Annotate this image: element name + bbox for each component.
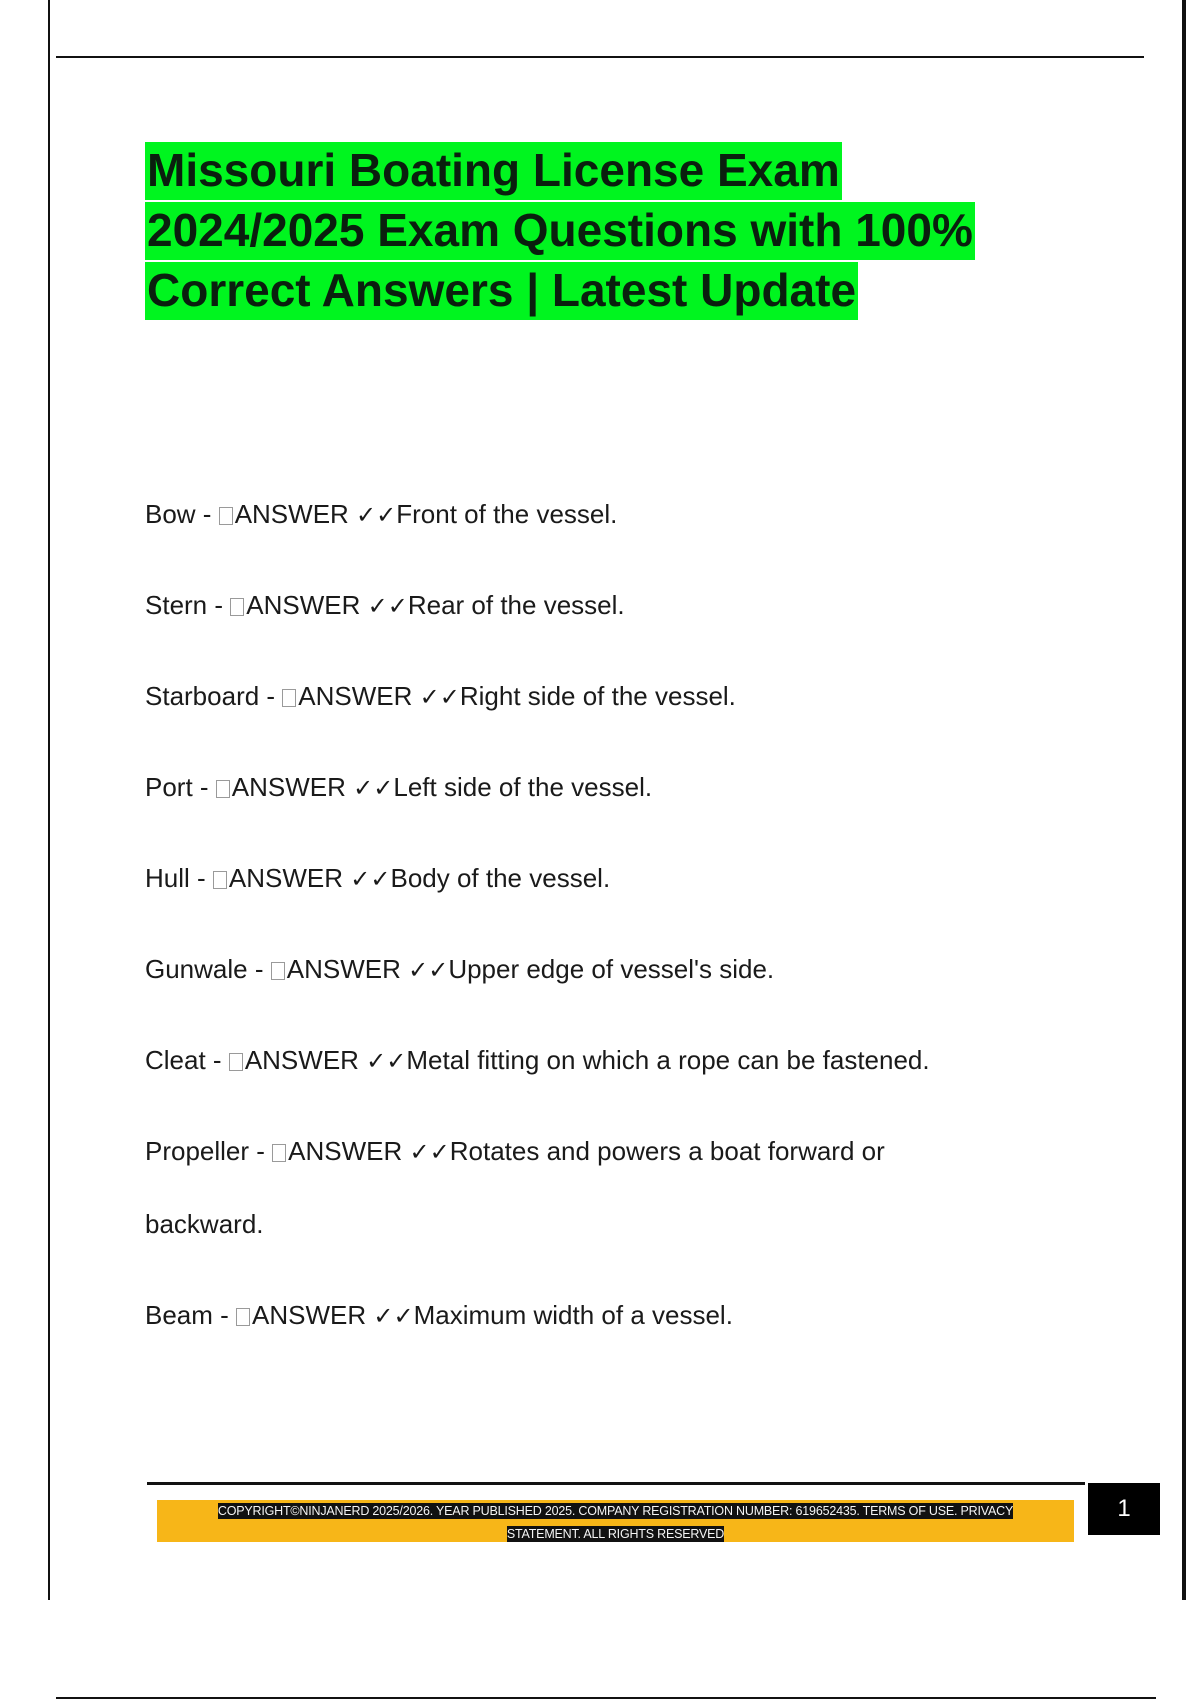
- answer-marker: ANSWER: [252, 1300, 367, 1330]
- qa-term: Beam: [145, 1300, 213, 1330]
- qa-item: [145, 1024, 1045, 1115]
- page-number: 1: [1088, 1483, 1160, 1535]
- footer-rule: [147, 1482, 1085, 1485]
- missing-glyph-icon: [216, 780, 230, 798]
- qa-list: [145, 478, 1045, 1370]
- missing-glyph-icon: [213, 871, 227, 889]
- missing-glyph-icon: [282, 689, 296, 707]
- page-left-border: [48, 0, 50, 1600]
- qa-term: Stern: [145, 590, 208, 620]
- qa-separator: -: [212, 1300, 237, 1330]
- qa-separator: -: [247, 954, 271, 984]
- qa-separator: -: [192, 772, 216, 802]
- copyright-line-2: STATEMENT. ALL RIGHTS RESERVED: [506, 1527, 725, 1541]
- qa-answer: Body of the vessel.: [390, 863, 611, 893]
- checkmark-icon: ✓✓: [409, 1138, 450, 1166]
- qa-item: [145, 933, 1045, 1024]
- answer-marker: ANSWER: [246, 590, 361, 620]
- title-line-3: Correct Answers | Latest Update: [145, 262, 858, 320]
- qa-answer: Rotates and powers a boat forward or backward.: [145, 1136, 885, 1239]
- missing-glyph-icon: [230, 598, 244, 616]
- checkmark-icon: ✓✓: [356, 501, 397, 529]
- qa-separator: -: [205, 1045, 229, 1075]
- answer-marker: ANSWER: [286, 954, 401, 984]
- qa-separator: -: [259, 681, 283, 711]
- answer-marker: ANSWER: [228, 863, 344, 893]
- next-page-rule: [56, 1697, 1156, 1699]
- qa-term: Hull: [145, 863, 190, 893]
- qa-term: Cleat: [145, 1045, 206, 1075]
- qa-term: Propeller: [145, 1136, 250, 1166]
- qa-term: Port: [145, 772, 193, 802]
- qa-answer: Front of the vessel.: [396, 499, 618, 529]
- qa-item: [145, 751, 1045, 842]
- qa-item: [145, 660, 1045, 751]
- title-line-1: Missouri Boating License Exam: [145, 142, 842, 200]
- qa-term: Gunwale: [145, 954, 248, 984]
- header-rule: [56, 56, 1144, 58]
- answer-marker: ANSWER: [234, 499, 349, 529]
- qa-item: [145, 1115, 965, 1279]
- missing-glyph-icon: [272, 1144, 286, 1162]
- qa-item: [145, 478, 1045, 569]
- checkmark-icon: ✓✓: [408, 956, 449, 984]
- page-right-border: [1182, 0, 1186, 1600]
- answer-marker: ANSWER: [288, 1136, 403, 1166]
- missing-glyph-icon: [229, 1053, 243, 1071]
- checkmark-icon: ✓✓: [353, 774, 394, 802]
- missing-glyph-icon: [271, 962, 285, 980]
- qa-term: Bow: [145, 499, 196, 529]
- qa-item: [145, 842, 1045, 933]
- document-title: [145, 140, 1045, 320]
- copyright-notice: [170, 1500, 1061, 1546]
- qa-separator: -: [195, 499, 219, 529]
- checkmark-icon: ✓✓: [373, 1302, 414, 1330]
- checkmark-icon: ✓✓: [419, 683, 460, 711]
- qa-answer: Right side of the vessel.: [459, 681, 736, 711]
- missing-glyph-icon: [236, 1308, 250, 1326]
- qa-answer: Upper edge of vessel's side.: [448, 954, 775, 984]
- title-line-2: 2024/2025 Exam Questions with 100%: [145, 202, 975, 260]
- qa-separator: -: [207, 590, 231, 620]
- qa-separator: -: [189, 863, 213, 893]
- qa-answer: Maximum width of a vessel.: [413, 1300, 733, 1330]
- answer-marker: ANSWER: [244, 1045, 359, 1075]
- qa-answer: Metal fitting on which a rope can be fastened.: [406, 1045, 930, 1075]
- qa-answer: Rear of the vessel.: [407, 590, 625, 620]
- copyright-line-1: COPYRIGHT©NINJANERD 2025/2026. YEAR PUBLISHED 2025. COMPANY REGISTRATION NUMBER: 619652435. TERMS OF USE. PRIVACY: [217, 1504, 1014, 1518]
- answer-marker: ANSWER: [231, 772, 346, 802]
- checkmark-icon: ✓✓: [350, 865, 391, 893]
- qa-answer: Left side of the vessel.: [393, 772, 653, 802]
- missing-glyph-icon: [219, 507, 233, 525]
- qa-term: Starboard: [145, 681, 260, 711]
- qa-item: [145, 1279, 1045, 1370]
- answer-marker: ANSWER: [298, 681, 413, 711]
- checkmark-icon: ✓✓: [366, 1047, 407, 1075]
- qa-separator: -: [249, 1136, 273, 1166]
- checkmark-icon: ✓✓: [367, 592, 408, 620]
- qa-item: [145, 569, 1045, 660]
